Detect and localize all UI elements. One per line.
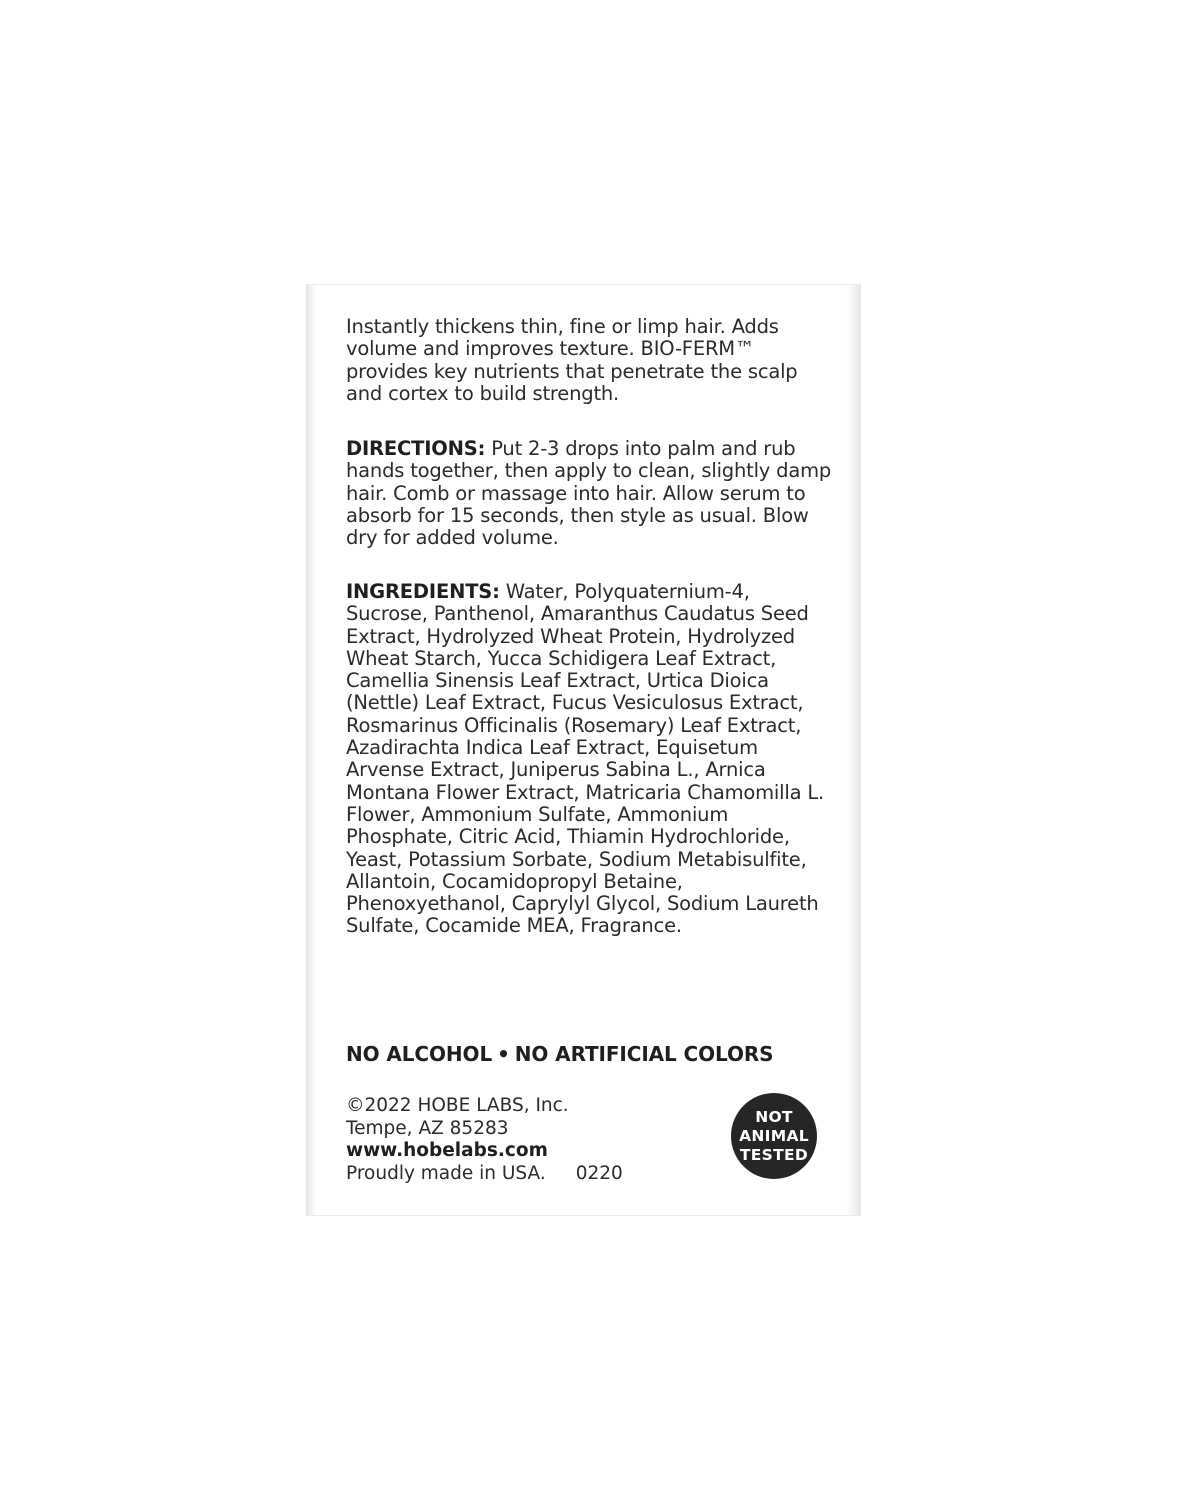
product-label-panel: [306, 284, 861, 1216]
directions-heading: DIRECTIONS:: [346, 437, 486, 460]
claim-no-alcohol: NO ALCOHOL: [346, 1042, 493, 1066]
directions-text: Put 2-3 drops into palm and rub hands together, then apply to clean, slightly damp hair. Comb or massage into hair. Allow serum to absorb for 15 seconds, then style as usual. Blow dry for added volume.: [346, 437, 832, 550]
product-claims: [346, 1042, 836, 1066]
copyright-line: ©2022 HOBE LABS, Inc.: [346, 1095, 569, 1116]
origin-line: [346, 1163, 686, 1186]
description-text: Instantly thickens thin, fine or limp hair. Adds volume and improves texture. BIO-FERM™ provides key nutrients that penetrate the scalp and cortex to build strength.: [346, 315, 798, 405]
not-animal-tested-badge-icon: [731, 1093, 817, 1179]
badge-line-2: ANIMAL: [739, 1126, 809, 1145]
website-link[interactable]: www.hobelabs.com: [346, 1140, 548, 1161]
made-in-text: Proudly made in USA.: [346, 1162, 546, 1184]
ingredients-text: Water, Polyquaternium-4, Sucrose, Panthenol, Amaranthus Caudatus Seed Extract, Hydrolyzed Wheat Protein, Hydrolyzed Wheat Starch, Yucca Schidigera Leaf Extract, Camellia Sinensis Leaf Extract, Urtica Dioica (Nettle) Leaf Extract, Fucus Vesiculosus Extract, Rosmarinus Officinalis (Rosemary) Leaf Extract, Azadirachta Indica Leaf Extract, Equisetum Arvense Extract, Juniperus Sabina L., Arnica Montana Flower Extract, Matricaria Chamomilla L. Flower, Ammonium Sulfate, Ammonium Phosphate, Citric Acid, Thiamin Hydrochloride, Yeast, Potassium Sorbate, Sodium Metabisulfite, Allantoin, Cocamidopropyl Betaine, Phenoxyethanol, Caprylyl Glycol, Sodium Laureth Sulfate, Cocamide MEA, Fragrance.: [346, 580, 824, 938]
address-line: Tempe, AZ 85283: [346, 1117, 509, 1139]
lot-code: 0220: [575, 1162, 623, 1184]
product-description: [346, 316, 834, 405]
badge-line-1: NOT: [755, 1107, 793, 1126]
manufacturer-info: [346, 1095, 686, 1185]
directions-section: [346, 438, 834, 549]
ingredients-heading: INGREDIENTS:: [346, 580, 500, 603]
bullet-separator: •: [497, 1042, 510, 1066]
claim-no-artificial-colors: NO ARTIFICIAL COLORS: [514, 1042, 774, 1066]
ingredients-section: [346, 581, 834, 938]
badge-line-3: TESTED: [739, 1145, 809, 1164]
